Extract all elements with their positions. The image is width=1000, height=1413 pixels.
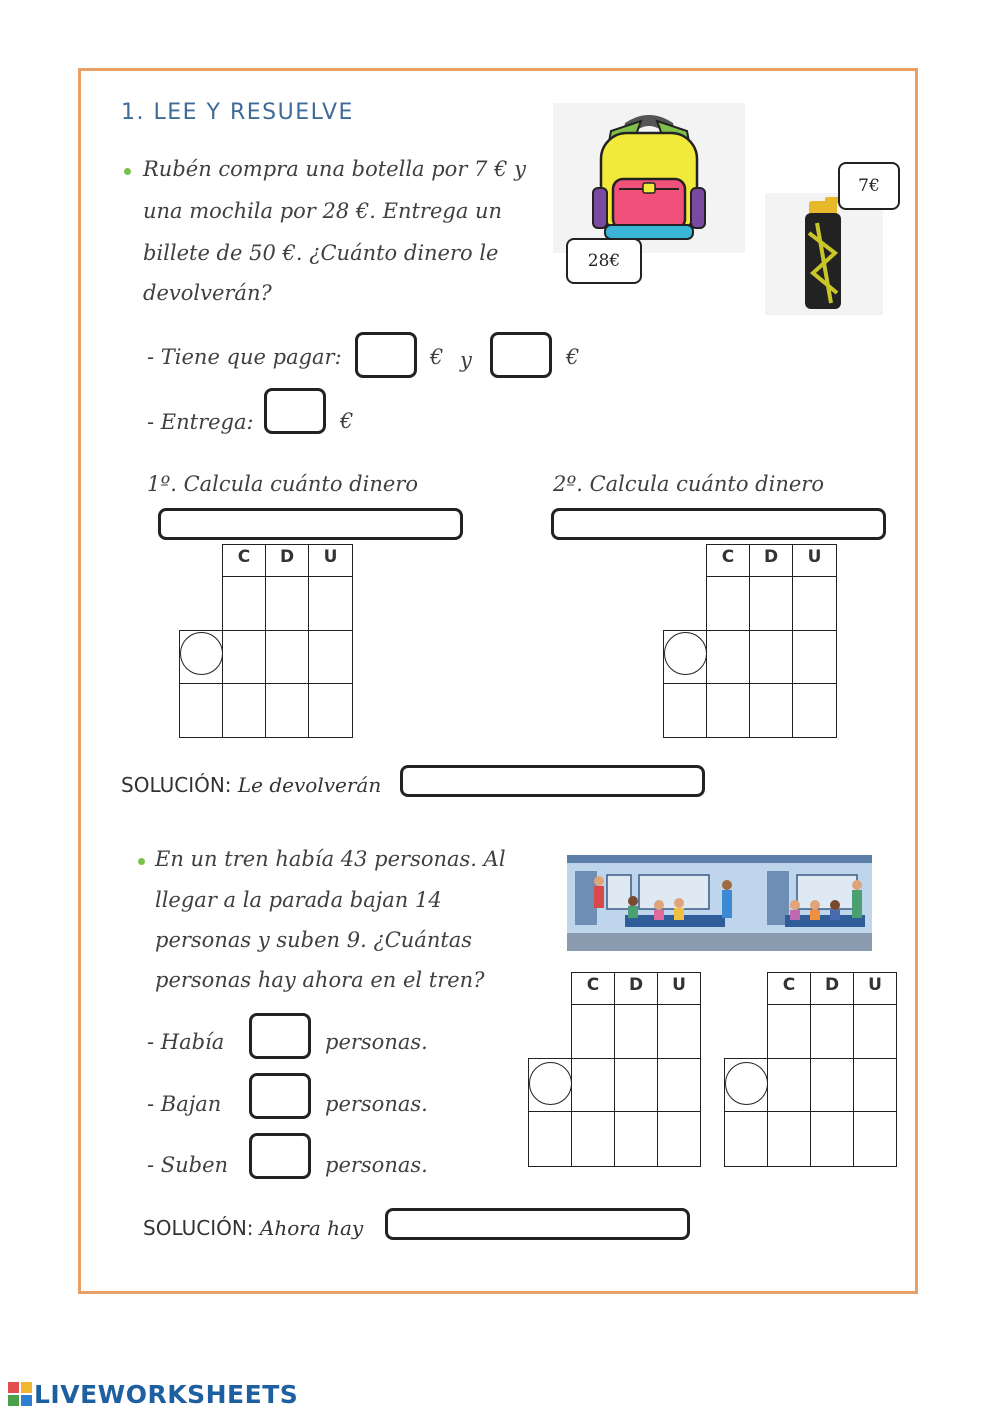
grid-cell[interactable] [528,1111,572,1167]
solution2-text: Ahora hay [259,1216,364,1240]
solution1-prefix: SOLUCIÓN: [121,773,232,797]
grid-cell[interactable] [222,630,266,684]
operator-circle-input[interactable] [664,632,707,675]
solution2-input[interactable] [385,1208,690,1240]
grid-cell[interactable] [657,1004,701,1059]
liveworksheets-icon [8,1382,32,1412]
solution1-input[interactable] [400,765,705,797]
grid-cell[interactable] [614,1111,658,1167]
problem2-line-4: personas hay ahora en el tren? [155,968,485,992]
grid-cell[interactable] [706,683,750,738]
grid-header-d: D [614,972,658,1005]
operator-circle-input[interactable] [180,632,223,675]
give-label: - Entrega: [147,410,254,434]
grid-cell[interactable] [792,576,837,631]
suben-input[interactable] [249,1133,311,1179]
grid-cell[interactable] [571,1111,615,1167]
problem1-line-1: Rubén compra una botella por 7 € y [143,157,526,181]
grid-cell[interactable] [792,683,837,738]
step2-label: 2º. Calcula cuánto dinero [553,472,824,496]
habia-input[interactable] [249,1013,311,1059]
grid-cell[interactable] [749,576,793,631]
euro-sign: € [566,345,580,369]
grid-header-d: D [810,972,854,1005]
grid-cell[interactable] [222,576,266,631]
grid-cell[interactable] [657,1058,701,1112]
operator-circle-input[interactable] [725,1062,768,1105]
problem2-line-1: En un tren había 43 personas. Al [155,847,506,871]
grid-header-d: D [265,544,309,577]
solution2-prefix: SOLUCIÓN: [143,1216,254,1240]
pay-label: - Tiene que pagar: [147,345,342,369]
grid-header-u: U [657,972,701,1005]
grid-cell[interactable] [308,683,353,738]
liveworksheets-logo[interactable] [8,1380,298,1412]
grid-cell[interactable] [571,1004,615,1059]
euro-sign: € [430,345,444,369]
euro-sign: € [340,409,354,433]
train-image [567,855,872,951]
row-label-suben: - Suben [147,1153,229,1177]
grid-cell[interactable] [767,1111,811,1167]
grid-cell[interactable] [179,683,223,738]
grid-cell[interactable] [614,1004,658,1059]
grid-cell[interactable] [810,1058,854,1112]
and-word: y [460,348,472,372]
grid-cell[interactable] [724,1111,768,1167]
grid-header-u: U [853,972,897,1005]
grid-header-c: C [571,972,615,1005]
row-unit: personas. [325,1153,428,1177]
grid-cell[interactable] [792,630,837,684]
grid-header-c: C [767,972,811,1005]
grid-cell[interactable] [614,1058,658,1112]
solution2-label [143,1216,363,1240]
bottle-price-tag: 7€ [838,162,900,210]
grid-cell[interactable] [706,576,750,631]
liveworksheets-label: LIVEWORKSHEETS [34,1380,299,1409]
grid-cell[interactable] [265,683,309,738]
pay-amount-1-input[interactable] [355,332,417,378]
row-label-bajan: - Bajan [147,1092,222,1116]
problem1-line-2: una mochila por 28 €. Entrega un [143,199,503,223]
grid-cell[interactable] [749,630,793,684]
operator-circle-input[interactable] [529,1062,572,1105]
problem1-line-3: billete de 50 €. ¿Cuánto dinero le [143,241,499,265]
step2-input[interactable] [551,508,886,540]
solution1-text: Le devolverán [237,773,382,797]
grid-cell[interactable] [853,1058,897,1112]
backpack-image [553,103,745,253]
grid-cell[interactable] [749,683,793,738]
grid-header-u: U [792,544,837,577]
problem1-line-4: devolverán? [143,281,272,305]
grid-cell[interactable] [767,1004,811,1059]
grid-cell[interactable] [222,683,266,738]
grid-cell[interactable] [571,1058,615,1112]
grid-cell[interactable] [308,630,353,684]
backpack-price-tag: 28€ [566,238,642,284]
bullet [124,168,131,175]
step1-input[interactable] [158,508,463,540]
bullet [138,858,145,865]
row-unit: personas. [325,1030,428,1054]
give-amount-input[interactable] [264,388,326,434]
grid-cell[interactable] [657,1111,701,1167]
solution1-label [121,773,381,797]
bottle-image [765,193,883,315]
grid-header-d: D [749,544,793,577]
problem2-line-3: personas y suben 9. ¿Cuántas [155,928,473,952]
grid-header-c: C [706,544,750,577]
grid-cell[interactable] [853,1111,897,1167]
section-title: 1. LEE Y RESUELVE [121,100,354,125]
row-label-habia: - Había [147,1030,225,1054]
grid-cell[interactable] [663,683,707,738]
grid-cell[interactable] [308,576,353,631]
bajan-input[interactable] [249,1073,311,1119]
grid-cell[interactable] [853,1004,897,1059]
row-unit: personas. [325,1092,428,1116]
grid-cell[interactable] [767,1058,811,1112]
grid-header-c: C [222,544,266,577]
grid-cell[interactable] [265,630,309,684]
step1-label: 1º. Calcula cuánto dinero [147,472,418,496]
grid-cell[interactable] [810,1004,854,1059]
grid-cell[interactable] [810,1111,854,1167]
grid-header-u: U [308,544,353,577]
pay-amount-2-input[interactable] [490,332,552,378]
grid-cell[interactable] [265,576,309,631]
problem2-line-2: llegar a la parada bajan 14 [155,888,442,912]
grid-cell[interactable] [706,630,750,684]
